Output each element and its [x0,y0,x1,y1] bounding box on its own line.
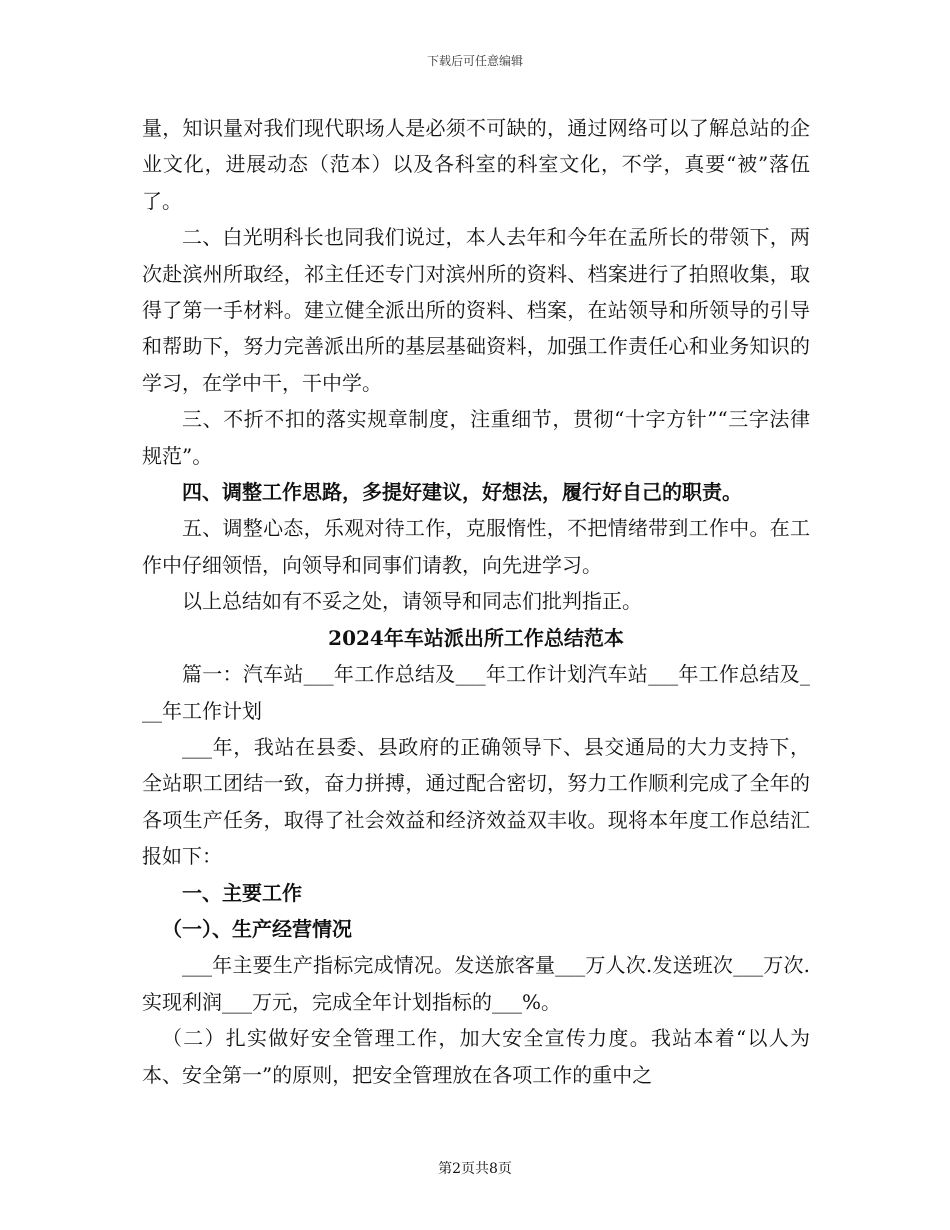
paragraph-chapter-one: 篇一：汽车站___年工作总结及___年工作计划汽车站___年工作总结及___年工作计划 [142,662,810,723]
paragraph-intro: ___年，我站在县委、县政府的正确领导下、县交通局的大力支持下，全站职工团结一致，奋力拼搏，通过配合密切，努力工作顺利完成了全年的各项生产任务，取得了社会效益和经济效益双丰收。现将本年度工作总结汇报如下： [142,734,810,869]
paragraph-closing: 以上总结如有不妥之处，请领导和同志们批判指正。 [182,589,642,614]
paragraph-item-2: 二、白光明科长也同我们说过，本人去年和今年在孟所长的带领下，两次赴滨州所取经，祁主任还专门对滨州所的资料、档案进行了拍照收集，取得了第一手材料。建立健全派出所的资料、档案，在站领导和所领导的引导和帮助下，努力完善派出所的基层基础资料，加强工作责任心和业务知识的学习，在学中干，干中学。 [142,225,810,395]
heading-production: （一）、生产经营情况 [162,916,352,941]
paragraph-item-5: 五、调整心态，乐观对待工作，克服惰性，不把情绪带到工作中。在工作中仔细领悟，向领导和同事们请教，向先进学习。 [142,516,810,577]
paragraph-continued: 量，知识量对我们现代职场人是必须不可缺的，通过网络可以了解总站的企业文化，进展动态（范本）以及各科室的科室文化，不学，真要“被”落伍了。 [142,116,810,213]
paragraph-item-4: 四、调整工作思路，多提好建议，好想法，履行好自己的职责。 [182,480,742,505]
heading-main-work: 一、主要工作 [182,880,302,905]
paragraph-indicators: ___年主要生产指标完成情况。发送旅客量___万人次.发送班次___万次.实现利润___万元，完成全年计划指标的___%。 [142,953,810,1014]
page-number: 第2页共8页 [438,1161,512,1177]
paragraph-safety: （二）扎实做好安全管理工作，加大安全宣传力度。我站本着“以人为本、安全第一”的原则，把安全管理放在各项工作的重中之 [142,1026,810,1087]
paragraph-item-3: 三、不折不扣的落实规章制度，注重细节，贯彻“十字方针”“三字法律规范”。 [142,407,810,468]
section-title: 2024年车站派出所工作总结范本 [328,625,624,650]
document-body [142,110,810,1093]
header-note: 下载后可任意编辑 [426,54,523,68]
